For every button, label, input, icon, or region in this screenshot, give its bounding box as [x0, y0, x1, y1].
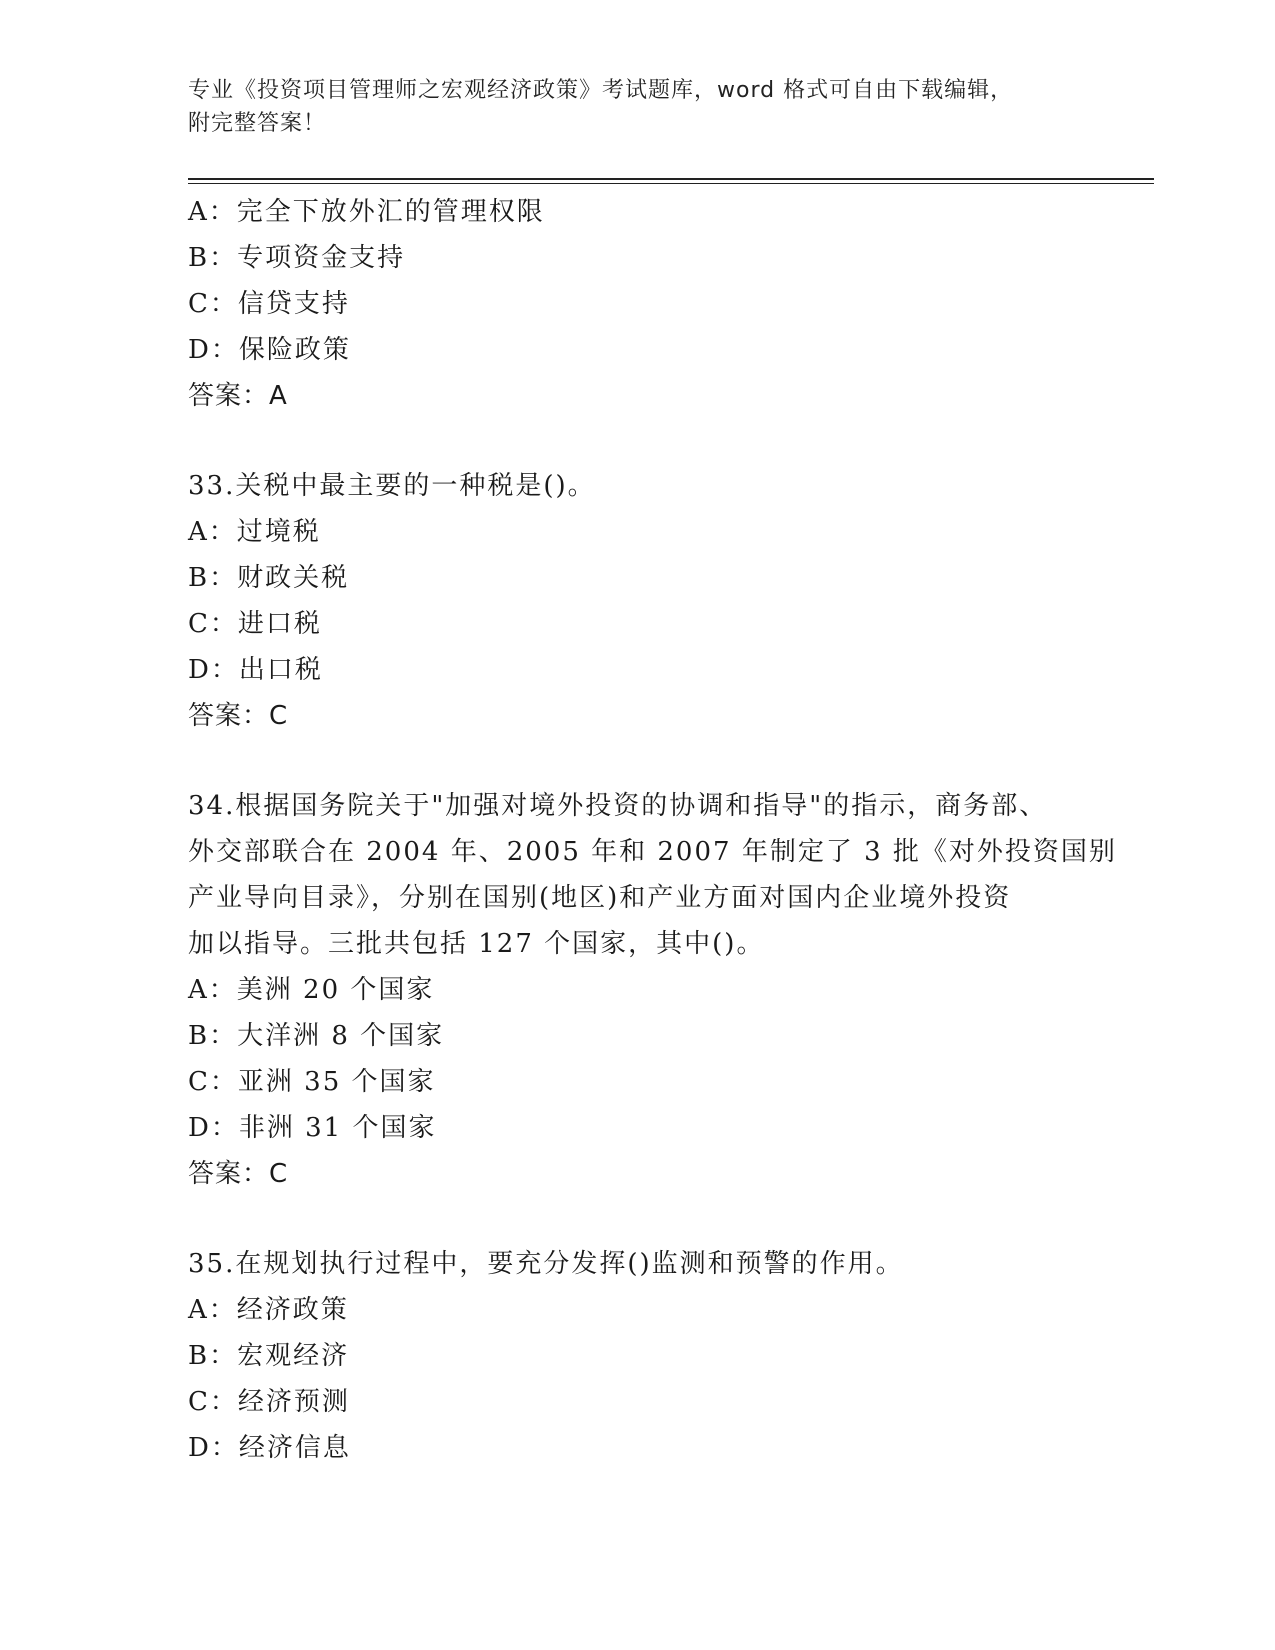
spacer — [188, 739, 1088, 783]
option-d: D：经济信息 — [188, 1433, 351, 1463]
option-b: B：大洋洲 8 个国家 — [188, 1021, 445, 1051]
header-line-2: 附完整答案！ — [188, 111, 327, 136]
answer-line: 答案：C — [188, 701, 289, 731]
option-d: D：非洲 31 个国家 — [188, 1113, 437, 1143]
question-list — [188, 189, 1117, 1471]
spacer — [188, 419, 1088, 463]
answer-line: 答案：A — [188, 381, 288, 411]
header-line-1: 专业《投资项目管理师之宏观经济政策》考试题库，word 格式可自由下载编辑， — [188, 78, 1014, 103]
option-a: A：经济政策 — [188, 1295, 349, 1325]
option-c: C：经济预测 — [188, 1387, 350, 1417]
question-stem-line-3: 产业导向目录》，分别在国别(地区)和产业方面对国内企业境外投资 — [188, 883, 1012, 913]
question-34 — [188, 783, 1117, 1197]
question-stem-line-4: 加以指导。三批共包括 127 个国家，其中()。 — [188, 929, 765, 959]
option-b: B：专项资金支持 — [188, 243, 406, 273]
question-33 — [188, 463, 1088, 739]
question-35 — [188, 1241, 1088, 1471]
option-b: B：宏观经济 — [188, 1341, 350, 1371]
header-divider-thin — [188, 183, 1154, 184]
header-divider-thick — [188, 178, 1154, 180]
question-stem-line-1: 34.根据国务院关于"加强对境外投资的协调和指导"的指示，商务部、 — [188, 791, 1048, 821]
option-c: C：信贷支持 — [188, 289, 350, 319]
option-a: A：过境税 — [188, 517, 321, 547]
option-c: C：亚洲 35 个国家 — [188, 1067, 436, 1097]
option-a: A：美洲 20 个国家 — [188, 975, 435, 1005]
question-stem: 35.在规划执行过程中，要充分发挥()监测和预警的作用。 — [188, 1249, 904, 1279]
answer-line: 答案：C — [188, 1159, 289, 1189]
option-c: C：进口税 — [188, 609, 322, 639]
spacer — [188, 1197, 1088, 1241]
option-b: B：财政关税 — [188, 563, 350, 593]
option-d: D：出口税 — [188, 655, 323, 685]
question-stem-line-2: 外交部联合在 2004 年、2005 年和 2007 年制定了 3 批《对外投资国别 — [188, 837, 1117, 867]
document-header — [188, 74, 1088, 140]
option-d: D：保险政策 — [188, 335, 351, 365]
question-32 — [188, 189, 1088, 419]
question-stem: 33.关税中最主要的一种税是()。 — [188, 471, 596, 501]
option-a: A：完全下放外汇的管理权限 — [188, 197, 545, 227]
